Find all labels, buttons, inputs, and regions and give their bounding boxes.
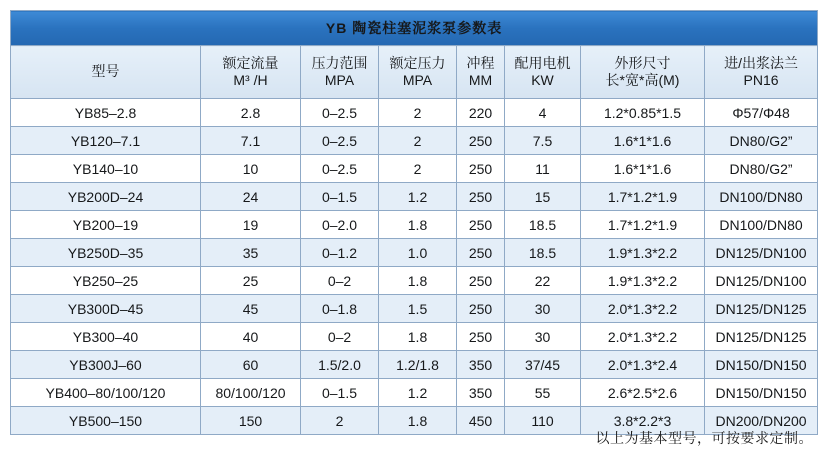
cell-flange: DN80/G2” — [705, 127, 818, 155]
cell-flange: DN125/DN125 — [705, 323, 818, 351]
table-row — [11, 295, 818, 323]
header-motor: 配用电机 KW — [505, 46, 581, 99]
table-row — [11, 211, 818, 239]
cell-rated: 2 — [379, 127, 457, 155]
cell-flow: 24 — [201, 183, 301, 211]
cell-flow: 10 — [201, 155, 301, 183]
cell-flange: DN125/DN125 — [705, 295, 818, 323]
cell-stroke: 250 — [457, 323, 505, 351]
cell-model: YB300D–45 — [11, 295, 201, 323]
cell-motor: 30 — [505, 295, 581, 323]
cell-flow: 19 — [201, 211, 301, 239]
cell-flow: 2.8 — [201, 99, 301, 127]
cell-motor: 7.5 — [505, 127, 581, 155]
table-row — [11, 183, 818, 211]
table-row — [11, 267, 818, 295]
cell-rated: 1.8 — [379, 323, 457, 351]
cell-dimensions: 2.0*1.3*2.2 — [581, 295, 705, 323]
cell-range: 2 — [301, 407, 379, 435]
cell-motor: 18.5 — [505, 239, 581, 267]
cell-motor: 37/45 — [505, 351, 581, 379]
cell-stroke: 250 — [457, 295, 505, 323]
cell-range: 0–1.2 — [301, 239, 379, 267]
specification-table — [10, 10, 818, 435]
cell-motor: 18.5 — [505, 211, 581, 239]
cell-range: 0–1.8 — [301, 295, 379, 323]
cell-flow: 7.1 — [201, 127, 301, 155]
cell-flow: 25 — [201, 267, 301, 295]
table-row — [11, 351, 818, 379]
cell-model: YB200D–24 — [11, 183, 201, 211]
cell-motor: 55 — [505, 379, 581, 407]
cell-rated: 1.0 — [379, 239, 457, 267]
cell-motor: 4 — [505, 99, 581, 127]
cell-dimensions: 1.9*1.3*2.2 — [581, 267, 705, 295]
cell-stroke: 220 — [457, 99, 505, 127]
cell-stroke: 250 — [457, 155, 505, 183]
cell-motor: 110 — [505, 407, 581, 435]
cell-range: 0–2.0 — [301, 211, 379, 239]
header-rated-flow: 额定流量 M³ /H — [201, 46, 301, 99]
cell-flow: 60 — [201, 351, 301, 379]
cell-model: YB300J–60 — [11, 351, 201, 379]
table-title: YB 陶瓷柱塞泥浆泵参数表 — [11, 11, 818, 46]
table-row — [11, 127, 818, 155]
cell-flange: DN125/DN100 — [705, 239, 818, 267]
cell-flow: 35 — [201, 239, 301, 267]
cell-motor: 22 — [505, 267, 581, 295]
cell-dimensions: 3.8*2.2*3 — [581, 407, 705, 435]
cell-model: YB140–10 — [11, 155, 201, 183]
header-pressure-range: 压力范围 MPA — [301, 46, 379, 99]
header-rated-pressure: 额定压力 MPA — [379, 46, 457, 99]
cell-model: YB85–2.8 — [11, 99, 201, 127]
cell-flange: DN150/DN150 — [705, 351, 818, 379]
cell-dimensions: 1.7*1.2*1.9 — [581, 183, 705, 211]
cell-rated: 1.5 — [379, 295, 457, 323]
cell-rated: 1.8 — [379, 211, 457, 239]
cell-model: YB300–40 — [11, 323, 201, 351]
cell-motor: 15 — [505, 183, 581, 211]
cell-rated: 1.8 — [379, 267, 457, 295]
cell-dimensions: 1.9*1.3*2.2 — [581, 239, 705, 267]
cell-range: 0–1.5 — [301, 183, 379, 211]
cell-dimensions: 1.2*0.85*1.5 — [581, 99, 705, 127]
header-flange: 进/出浆法兰 PN16 — [705, 46, 818, 99]
cell-range: 1.5/2.0 — [301, 351, 379, 379]
cell-rated: 1.2 — [379, 379, 457, 407]
cell-rated: 1.8 — [379, 407, 457, 435]
cell-flange: DN100/DN80 — [705, 183, 818, 211]
cell-model: YB400–80/100/120 — [11, 379, 201, 407]
cell-flow: 40 — [201, 323, 301, 351]
cell-dimensions: 2.6*2.5*2.6 — [581, 379, 705, 407]
cell-flange: DN125/DN100 — [705, 267, 818, 295]
table-header-row — [11, 46, 818, 99]
cell-dimensions: 1.6*1*1.6 — [581, 155, 705, 183]
cell-flow: 80/100/120 — [201, 379, 301, 407]
cell-dimensions: 2.0*1.3*2.4 — [581, 351, 705, 379]
table-title-row — [11, 11, 818, 46]
cell-model: YB500–150 — [11, 407, 201, 435]
cell-range: 0–2.5 — [301, 99, 379, 127]
cell-rated: 2 — [379, 155, 457, 183]
table-row — [11, 379, 818, 407]
cell-stroke: 250 — [457, 183, 505, 211]
cell-rated: 1.2/1.8 — [379, 351, 457, 379]
cell-range: 0–2 — [301, 323, 379, 351]
cell-flange: DN100/DN80 — [705, 211, 818, 239]
cell-model: YB120–7.1 — [11, 127, 201, 155]
table-row — [11, 323, 818, 351]
cell-motor: 11 — [505, 155, 581, 183]
cell-flange: Φ57/Φ48 — [705, 99, 818, 127]
cell-stroke: 350 — [457, 351, 505, 379]
cell-flow: 45 — [201, 295, 301, 323]
cell-stroke: 250 — [457, 211, 505, 239]
cell-model: YB200–19 — [11, 211, 201, 239]
cell-dimensions: 1.6*1*1.6 — [581, 127, 705, 155]
cell-range: 0–2 — [301, 267, 379, 295]
cell-range: 0–1.5 — [301, 379, 379, 407]
table-row — [11, 239, 818, 267]
cell-stroke: 250 — [457, 267, 505, 295]
cell-stroke: 450 — [457, 407, 505, 435]
cell-flange: DN80/G2” — [705, 155, 818, 183]
cell-stroke: 250 — [457, 239, 505, 267]
table-row — [11, 99, 818, 127]
cell-flow: 150 — [201, 407, 301, 435]
header-stroke: 冲程 MM — [457, 46, 505, 99]
header-dimensions: 外形尺寸 长*宽*高(M) — [581, 46, 705, 99]
cell-range: 0–2.5 — [301, 155, 379, 183]
cell-model: YB250–25 — [11, 267, 201, 295]
cell-flange: DN200/DN200 — [705, 407, 818, 435]
footnote: 以上为基本型号，可按要求定制。 — [595, 430, 813, 446]
cell-motor: 30 — [505, 323, 581, 351]
header-model: 型号 — [11, 46, 201, 99]
cell-rated: 1.2 — [379, 183, 457, 211]
cell-stroke: 350 — [457, 379, 505, 407]
cell-flange: DN150/DN150 — [705, 379, 818, 407]
cell-dimensions: 2.0*1.3*2.2 — [581, 323, 705, 351]
cell-dimensions: 1.7*1.2*1.9 — [581, 211, 705, 239]
cell-stroke: 250 — [457, 127, 505, 155]
cell-rated: 2 — [379, 99, 457, 127]
table-row — [11, 155, 818, 183]
cell-model: YB250D–35 — [11, 239, 201, 267]
cell-range: 0–2.5 — [301, 127, 379, 155]
